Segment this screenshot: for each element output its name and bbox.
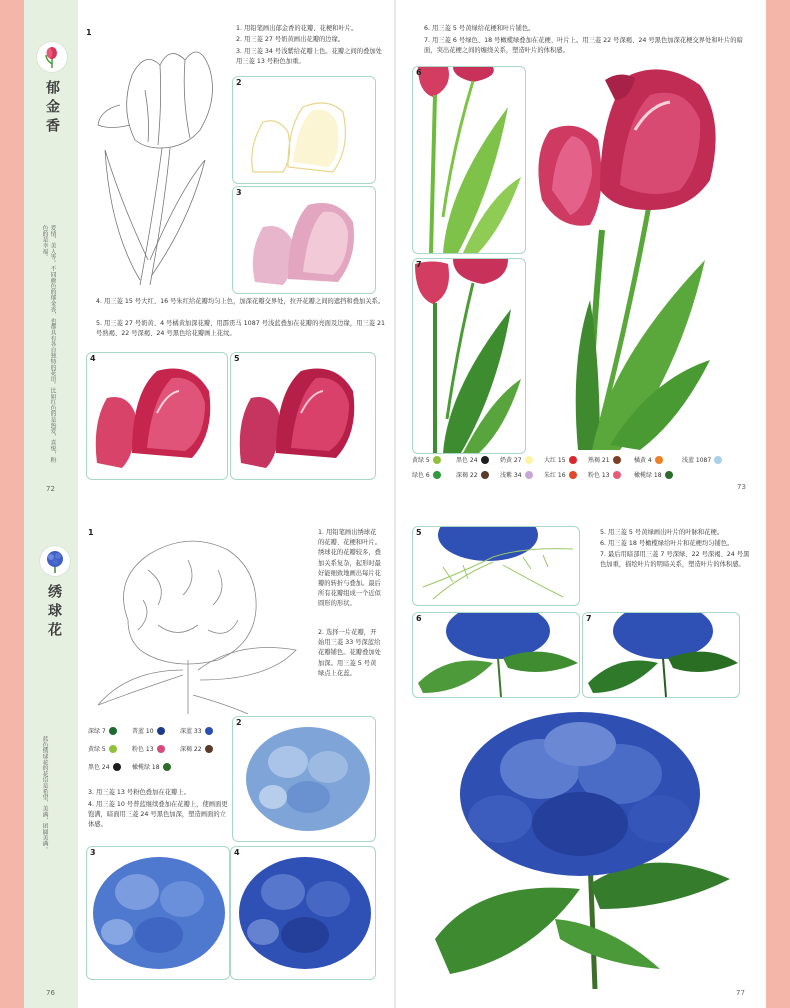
- swatch-label: 熟褐 21: [588, 457, 610, 464]
- page-number-left: 76: [46, 989, 55, 997]
- swatch-dot: [655, 456, 663, 464]
- page-number-right: 77: [736, 989, 745, 997]
- swatch-item: [88, 726, 117, 735]
- page-gutter: [394, 0, 396, 504]
- swatch-dot: [481, 471, 489, 479]
- swatch-dot: [433, 471, 441, 479]
- flower-language: 爱情、美人等。不同颜色的郁金香，也都具有各自独特的花语。比如红色的是热爱、喜悦，粉色的是幸福。: [41, 225, 55, 463]
- hydrangea-panel-5: [412, 526, 580, 606]
- step-4-text: 4. 用三菱 10 号普蓝继续叠加在花瓣上，使画面更饱满，暗面用三菱 24 号黑色加深，塑造画面的立体感。: [88, 801, 228, 829]
- hydrangea-final-illustration: [430, 709, 730, 989]
- panel-number: 4: [234, 848, 240, 857]
- hydrangea-panel-7: [582, 612, 740, 698]
- swatch-dot: [109, 745, 117, 753]
- hydrangea-panel-4: [230, 846, 376, 980]
- swatch-dot: [525, 456, 533, 464]
- tulip-color-swatches: [412, 455, 752, 485]
- swatch-label: 橄榄绿 18: [132, 764, 160, 771]
- swatch-item: [132, 726, 165, 735]
- swatch-dot: [433, 456, 441, 464]
- swatch-label: 奶黄 27: [500, 457, 522, 464]
- step-1-text: 1. 用铅笔画出郁金香的花瓣、花梗和叶片。: [236, 25, 358, 32]
- swatch-dot: [714, 456, 722, 464]
- swatch-label: 绿色 6: [412, 472, 430, 479]
- swatch-dot: [205, 727, 213, 735]
- swatch-label: 深绿 7: [88, 728, 106, 735]
- swatch-label: 黑色 24: [88, 764, 110, 771]
- swatch-dot: [157, 727, 165, 735]
- swatch-dot: [163, 763, 171, 771]
- step-1-text: 1. 用铅笔画出绣球花的花瓣、花梗和叶片。绣球花的花瓣较多，叠加关系复杂，起形时最好能细致地画出每片花瓣的转折与叠加。最后所有花瓣组成一个近似圆形的形状。: [318, 529, 381, 608]
- swatch-label: 大红 15: [544, 457, 566, 464]
- swatch-label: 粉色 13: [132, 746, 154, 753]
- swatch-label: 普蓝 10: [132, 728, 154, 735]
- step-2-text: 2. 用三菱 27 号奶黄画出花瓣的边缘。: [236, 36, 345, 43]
- panel-number: 4: [90, 354, 96, 363]
- swatch-item: [634, 455, 663, 464]
- swatch-label: 粉色 13: [588, 472, 610, 479]
- panel-number: 6: [416, 68, 422, 77]
- hydrangea-sketch: [88, 530, 298, 714]
- hydrangea-panel-2: [232, 716, 376, 842]
- swatch-dot: [569, 471, 577, 479]
- swatch-dot: [665, 471, 673, 479]
- panel-number: 6: [416, 614, 422, 623]
- swatch-dot: [157, 745, 165, 753]
- left-edge-band: [0, 0, 24, 504]
- page-number-right: 73: [737, 483, 746, 491]
- step-2-text: 2. 选择一片花瓣，开始用三菱 33 号深蓝给花瓣铺色。花瓣叠加处加深。用三菱 5 号黄绿点上花蕊。: [318, 629, 381, 677]
- tulip-panel-7: [412, 258, 526, 454]
- page-gutter: [394, 504, 396, 1008]
- panel-number: 1: [88, 528, 94, 537]
- swatch-label: 橘黄 4: [634, 457, 652, 464]
- swatch-label: 浅蓝 1087: [682, 457, 712, 464]
- swatch-label: 浅紫 34: [500, 472, 522, 479]
- tulip-sketch: [90, 30, 230, 292]
- panel-number: 7: [416, 260, 422, 269]
- swatch-label: 橄榄绿 18: [634, 472, 662, 479]
- step-7-text: 7. 用三菱 6 号绿色、18 号橄榄绿叠加在花梗、叶片上。用三菱 22 号深褐、24 号黑色加深花梗交界处和叶片的暗面，突出花梗之间的缠绕关系，塑造叶片的体积感。: [424, 37, 743, 55]
- panel-number: 2: [236, 718, 242, 727]
- tulip-panel-5: [230, 352, 376, 480]
- swatch-item: [412, 455, 441, 464]
- swatch-label: 深褐 22: [180, 746, 202, 753]
- swatch-item: [456, 470, 489, 479]
- step-6-text: 6. 用三菱 5 号黄绿给花梗和叶片铺色。: [424, 25, 535, 32]
- hydrangea-panel-6: [412, 612, 580, 698]
- swatch-dot: [525, 471, 533, 479]
- hydrangea-panel-3: [86, 846, 230, 980]
- swatch-item: [544, 455, 577, 464]
- panel-number: 1: [86, 28, 92, 37]
- swatch-item: [88, 744, 117, 753]
- page-title: 郁金香: [44, 80, 60, 137]
- swatch-item: [88, 762, 121, 771]
- swatch-dot: [109, 727, 117, 735]
- swatch-item: [132, 744, 165, 753]
- step-7-text: 7. 最后用暗部用三菱 7 号深绿、22 号深褐、24 号黑色加重，描绘叶片的明暗关系，塑造叶片的体积感。: [600, 551, 750, 569]
- swatch-label: 黄绿 5: [88, 746, 106, 753]
- left-edge-band: [0, 504, 24, 1008]
- panel-number: 3: [90, 848, 96, 857]
- swatch-item: [682, 455, 722, 464]
- swatch-label: 深褐 22: [456, 472, 478, 479]
- panel-number: 5: [234, 354, 240, 363]
- tulip-final-illustration: [530, 60, 735, 450]
- right-edge-band: [766, 504, 790, 1008]
- swatch-item: [588, 455, 621, 464]
- flower-language: 蓝色绣球花的花语是希望、美满、团圆美满。: [41, 736, 47, 852]
- swatch-label: 黄绿 5: [412, 457, 430, 464]
- swatch-item: [634, 470, 673, 479]
- swatch-dot: [613, 471, 621, 479]
- tulip-panel-4: [86, 352, 228, 480]
- swatch-dot: [113, 763, 121, 771]
- swatch-item: [412, 470, 441, 479]
- swatch-item: [588, 470, 621, 479]
- swatch-item: [180, 726, 213, 735]
- swatch-label: 朱红 16: [544, 472, 566, 479]
- panel-number: 3: [236, 188, 242, 197]
- swatch-label: 深蓝 33: [180, 728, 202, 735]
- tulip-badge-icon: [37, 42, 67, 72]
- right-edge-band: [766, 0, 790, 504]
- swatch-dot: [613, 456, 621, 464]
- swatch-item: [500, 455, 533, 464]
- hydrangea-color-swatches: [88, 726, 228, 776]
- step-5-text: 5. 用三菱 27 号奶黄、4 号橘黄加深花瓣，用霹雳马 1087 号浅蓝叠加在花瓣的亮面及边缘，用三菱 21 号熟褐、22 号深褐、24 号黑色给花瓣画上花纹。: [96, 320, 386, 338]
- swatch-item: [500, 470, 533, 479]
- page-number-left: 72: [46, 485, 55, 493]
- swatch-item: [132, 762, 171, 771]
- panel-number: 2: [236, 78, 242, 87]
- step-6-text: 6. 用三菱 18 号橄榄绿给叶片和花梗均匀铺色。: [600, 540, 734, 547]
- hydrangea-badge-icon: [40, 546, 70, 576]
- step-3-text: 3. 用三菱 34 号浅紫给花瓣上色。花瓣之间的叠加处用三菱 13 号粉色加重。: [236, 48, 382, 66]
- swatch-dot: [569, 456, 577, 464]
- swatch-dot: [205, 745, 213, 753]
- panel-number: 5: [416, 528, 422, 537]
- swatch-item: [544, 470, 577, 479]
- swatch-label: 黑色 24: [456, 457, 478, 464]
- tulip-panel-3: [232, 186, 376, 294]
- swatch-item: [180, 744, 213, 753]
- tulip-panel-2: [232, 76, 376, 184]
- hydrangea-spread: [0, 504, 790, 1008]
- step-4-text: 4. 用三菱 15 号大红、16 号朱红给花瓣均匀上色，加深花瓣交界处，拉开花瓣之间的遮挡和叠加关系。: [96, 298, 385, 305]
- panel-number: 7: [586, 614, 592, 623]
- swatch-item: [456, 455, 489, 464]
- tulip-panel-6: [412, 66, 526, 254]
- step-3-text: 3. 用三菱 13 号粉色叠加在花瓣上。: [88, 789, 190, 796]
- left-green-band: [24, 504, 78, 1008]
- step-5-text: 5. 用三菱 5 号黄绿画出叶片的叶脉和花梗。: [600, 529, 724, 536]
- page-title: 绣球花: [46, 584, 62, 641]
- swatch-dot: [481, 456, 489, 464]
